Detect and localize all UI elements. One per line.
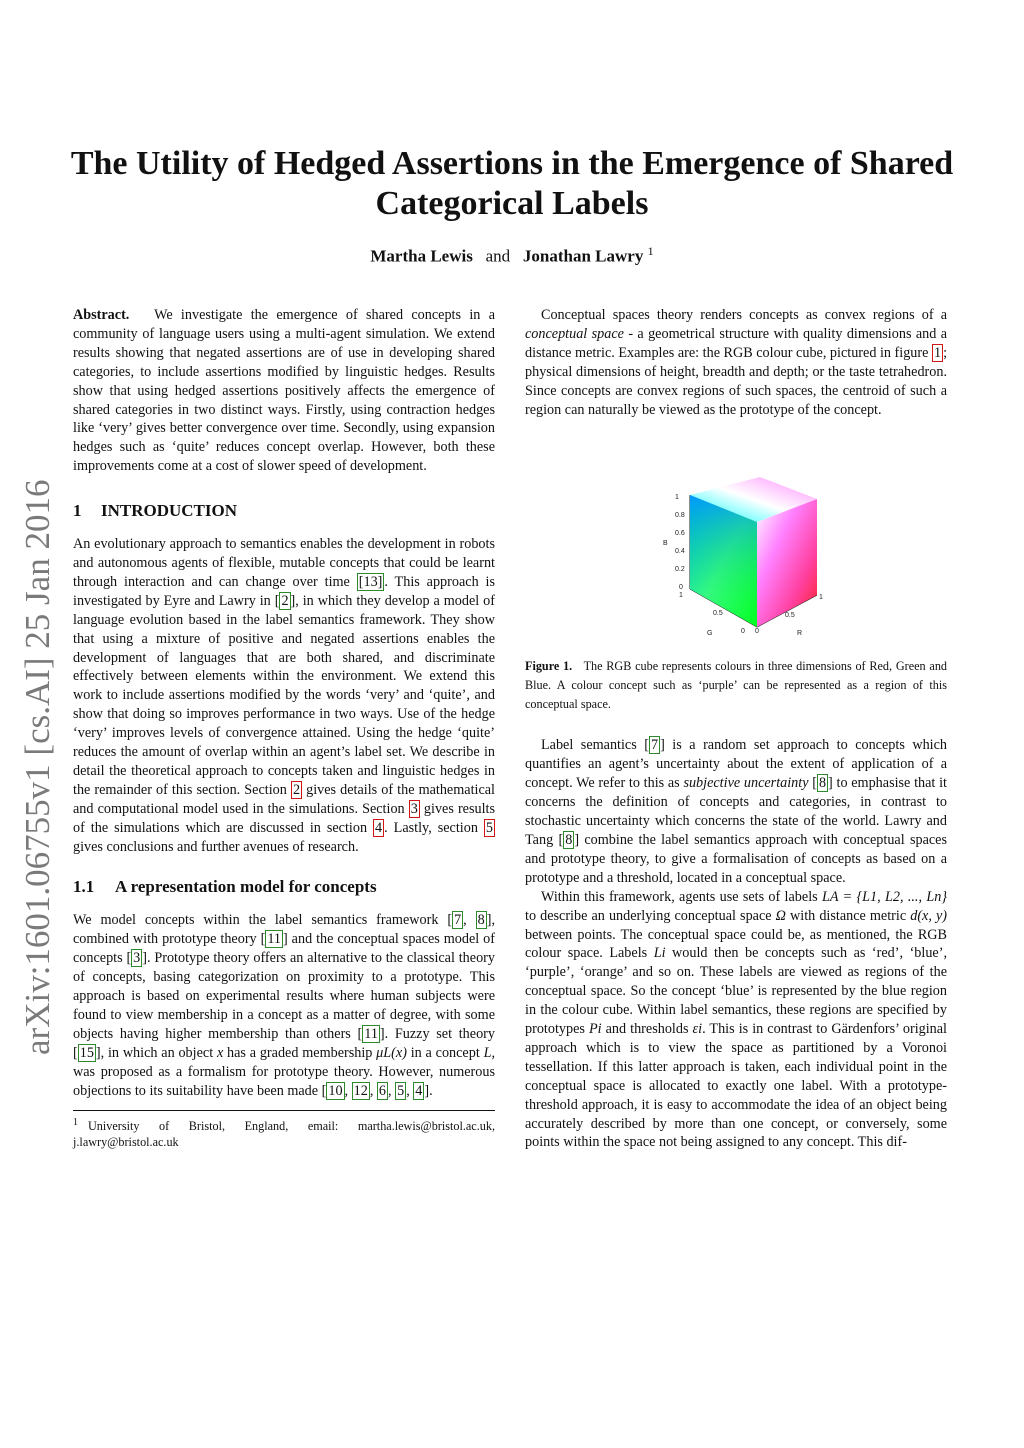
text-run: Conceptual spaces theory renders concepts as convex regions of a xyxy=(541,307,947,323)
section-link[interactable]: 5 xyxy=(485,819,493,836)
text-run: , xyxy=(463,912,476,929)
text-run: , xyxy=(406,1082,414,1099)
text-run: An evolutionary approach to semantics enables the development in robots and autonomous agents of flexible, mutable concepts that could be learnt through interaction and can change over time xyxy=(73,536,495,590)
section-link[interactable]: 3 xyxy=(410,800,418,817)
subsection-heading xyxy=(73,878,495,897)
text-run: has a graded membership xyxy=(223,1044,377,1061)
figure-label: Figure 1. xyxy=(525,659,573,674)
text-run: gives details of the mathematical and computational model used in the simulations. Section xyxy=(73,781,495,817)
b-tick-label: 0.2 xyxy=(675,566,685,574)
text-run: ], combined with prototype theory [ xyxy=(73,912,496,948)
citation-link[interactable]: 2 xyxy=(281,592,289,609)
citation-link[interactable]: 8 xyxy=(565,831,573,848)
text-run: in a concept xyxy=(406,1044,484,1061)
text-run: - a geometrical structure with quality dimensions and a distance metric. Examples are: the RGB colour cube, pictured in figure xyxy=(525,325,948,361)
text-run: ] to emphasise that it concerns the definition of concepts and categories, in contrast to stochastic uncertainty which concerns the state of the world. Lawry and Tang [ xyxy=(525,775,947,848)
caption-text: The RGB cube represents colours in three dimensions of Red, Green and Blue. A colour concept such as ‘purple’ can be represented as a region of this conceptual space. xyxy=(525,659,948,712)
text-run: ], in which they develop a model of language evolution based in the label semantics framework. They show that using a mixture of positive and negated assertions enables the development of languages that are both shared, and discriminate effectively between elements within the environment. We extend this work to include assertions modified by the words ‘very’ and ‘quite’, and show that doing so improves performance in two ways. Use of the hedge ‘very’ improves levels of convergence attained. Using the hedge ‘quite’ reduces the amount of overlap within an agent’s label set. We describe in detail the theoretical approach to concepts taken and linguistic hedges in the remainder of this section. Section xyxy=(73,592,495,798)
text-run: [ xyxy=(808,775,817,792)
section-link[interactable]: 4 xyxy=(375,819,383,836)
left-column xyxy=(73,306,495,1150)
g-axis-label: G xyxy=(707,630,713,638)
r-tick-label: 0.5 xyxy=(785,612,795,620)
citation-link[interactable]: 12 xyxy=(353,1082,368,1099)
footnote xyxy=(73,1115,495,1149)
author-name: Jonathan Lawry xyxy=(522,246,644,266)
text-run: ], in which an object xyxy=(95,1044,217,1061)
text-run: ]. Prototype theory offers an alternative to the classical theory of concepts, basing categorization on proximity to a prototype. This approach is based on experimental results where human subjects were found to view membership in a concept as a matter of degree, with some objects having higher membership than others [ xyxy=(73,950,495,1042)
text-run: with distance metric xyxy=(785,907,911,924)
abstract xyxy=(73,306,495,476)
figure-caption xyxy=(525,657,947,714)
citation-link[interactable]: 4 xyxy=(415,1082,423,1099)
math-inline: Ω xyxy=(775,907,786,924)
text-run: . This is in contrast to Gärdenfors’ original approach which is to view the space as partitioned by a Voronoi tessellation. If this latter approach is taken, each individual point in the conceptual space is allocated to exactly one label. With a prototype-threshold approach, it is easy to accommodate the idea of an object being accurately described by more than one concept, or conversely, some points within the space not being assigned to any concept. This dif- xyxy=(525,1021,947,1151)
citation-link[interactable]: 11 xyxy=(364,1025,378,1042)
section-heading xyxy=(73,502,495,521)
text-run: ]. xyxy=(424,1082,433,1099)
emphasis: conceptual space xyxy=(525,325,624,342)
concepts-paragraph xyxy=(73,911,495,1100)
citation-link[interactable]: 7 xyxy=(454,912,462,929)
math-inline: εi xyxy=(692,1021,703,1038)
citation-link[interactable]: 6 xyxy=(378,1082,387,1099)
math-inline: d(x, y) xyxy=(910,907,947,924)
b-tick-label: 0.8 xyxy=(675,512,685,520)
author-conjunction: and xyxy=(485,246,511,266)
text-run: ]. Fuzzy set theory [ xyxy=(73,1025,495,1061)
b-tick-label: 0.6 xyxy=(675,530,685,538)
footnote-text: University of Bristol, England, email: martha.lewis@bristol.ac.uk, j.lawry@bristol.ac.uk xyxy=(73,1119,495,1149)
figure-rgb-cube xyxy=(525,477,947,647)
text-run: between points. The conceptual space could be, as mentioned, the RGB colour space. Labels xyxy=(525,926,947,962)
text-run: ] combine the label semantics approach with conceptual spaces and prototype theory, to give a formalisation of concepts as based on a prototype and a threshold, located in a conceptual space. xyxy=(525,831,947,886)
math-inline: Li xyxy=(653,945,666,962)
math-inline: x xyxy=(216,1044,224,1061)
math-inline: Pi xyxy=(588,1021,602,1038)
g-tick-label: 0.5 xyxy=(713,610,723,618)
text-run: gives results of the simulations which are discussed in section xyxy=(73,800,495,836)
right-column xyxy=(525,306,947,1152)
text-run: Label semantics [ xyxy=(541,737,649,754)
emphasis: subjective uncertainty xyxy=(683,775,809,792)
subsection-number: 1.1 xyxy=(73,877,95,897)
intro-paragraph xyxy=(73,535,495,856)
text-run: . Lastly, section xyxy=(384,819,484,836)
text-run: would then be concepts such as ‘red’, ‘blue’, ‘purple’, ‘orange’ and so on. These labels are viewed as regions of the conceptual space. So the concept ‘blue’ is represented by the blue region in the colour cube. Within label semantics, these regions are specified by prototypes xyxy=(525,945,947,1038)
footnote-mark: 1 xyxy=(647,244,654,258)
section-number: 1 xyxy=(73,501,82,521)
citation-link[interactable]: 8 xyxy=(477,912,485,929)
footnote-divider xyxy=(73,1110,495,1111)
abstract-text: We investigate the emergence of shared concepts in a community of language users using a multi-agent simulation. We extend results showing that negated assertions are of use in developing shared categories, to include assertions modified by linguistic hedges. Results show that using hedged assertions positively affects the emergence of shared categories in two distinct ways. Firstly, using contraction hedges like ‘very’ gives better convergence over time. Secondly, using expansion hedges such as ‘quite’ reduces concept overlap. However, both these improvements come at a cost of slower speed of development. xyxy=(73,307,495,475)
math-inline: L xyxy=(483,1044,492,1061)
r-tick-label: 1 xyxy=(819,594,823,602)
citation-link[interactable]: 11 xyxy=(267,931,281,948)
text-run: ] is a random set approach to concepts which quantifies an agent’s uncertainty about the extent of application of a concept. We refer to this as xyxy=(525,737,948,792)
text-run: Within this framework, agents use sets of labels xyxy=(541,888,822,905)
citation-link[interactable]: 3 xyxy=(133,950,141,967)
conceptual-spaces-paragraph xyxy=(525,306,947,419)
r-axis-label: R xyxy=(797,630,803,638)
text-run: , xyxy=(388,1082,396,1099)
text-run: ; physical dimensions of height, breadth and depth; or the taste tetrahedron. Since concepts are convex regions of such spaces, the centroid of such a region can naturally be viewed as the prototype of the concept. xyxy=(525,344,948,418)
citation-link[interactable]: 8 xyxy=(818,775,827,792)
text-run: ] and the conceptual spaces model of concepts [ xyxy=(73,931,496,967)
citation-link[interactable]: 5 xyxy=(397,1082,405,1099)
text-run: , was proposed as a formalism for prototype theory. However, numerous objections to its suitability have been made [ xyxy=(73,1044,495,1099)
citation-link[interactable]: 15 xyxy=(79,1044,94,1061)
author-name: Martha Lewis xyxy=(370,246,473,266)
framework-paragraph xyxy=(525,888,947,1153)
arxiv-stamp: arXiv:1601.06755v1 [cs.AI] 25 Jan 2016 xyxy=(18,479,57,1055)
b-axis-label: B xyxy=(663,540,668,548)
g-tick-label: 1 xyxy=(679,592,683,600)
citation-link[interactable]: 7 xyxy=(650,737,659,754)
rgb-cube-plot xyxy=(645,477,845,637)
b-tick-label: 0.4 xyxy=(675,548,685,556)
text-run: We model concepts within the label semantics framework [ xyxy=(73,912,453,929)
text-run: gives conclusions and further avenues of research. xyxy=(73,838,359,855)
citation-link[interactable]: [13] xyxy=(358,573,383,590)
paper-title: The Utility of Hedged Assertions in the Emergence of Shared Categorical Labels xyxy=(70,145,954,222)
citation-link[interactable]: 10 xyxy=(328,1082,343,1099)
text-run: , xyxy=(344,1082,352,1099)
label-semantics-paragraph xyxy=(525,736,947,887)
b-tick-label: 1 xyxy=(675,494,679,502)
text-run: and thresholds xyxy=(601,1021,693,1038)
math-inline: LA = {L1, L2, ..., Ln} xyxy=(821,888,947,905)
math-inline: μL(x) xyxy=(376,1044,407,1061)
section-title: INTRODUCTION xyxy=(101,501,238,521)
figure-link[interactable]: 1 xyxy=(933,344,942,361)
text-run: to describe an underlying conceptual space xyxy=(525,907,776,924)
b-tick-label: 0 xyxy=(679,584,683,592)
footnote-mark: 1 xyxy=(73,1117,78,1129)
text-run: , xyxy=(369,1082,377,1099)
author-line xyxy=(60,244,964,267)
subsection-title: A representation model for concepts xyxy=(115,877,377,897)
text-run: . This approach is investigated by Eyre and Lawry in [ xyxy=(73,573,496,609)
section-link[interactable]: 2 xyxy=(292,781,301,798)
g-tick-label: 0 xyxy=(741,628,745,636)
r-tick-label: 0 xyxy=(755,628,759,636)
abstract-label: Abstract. xyxy=(73,307,130,323)
